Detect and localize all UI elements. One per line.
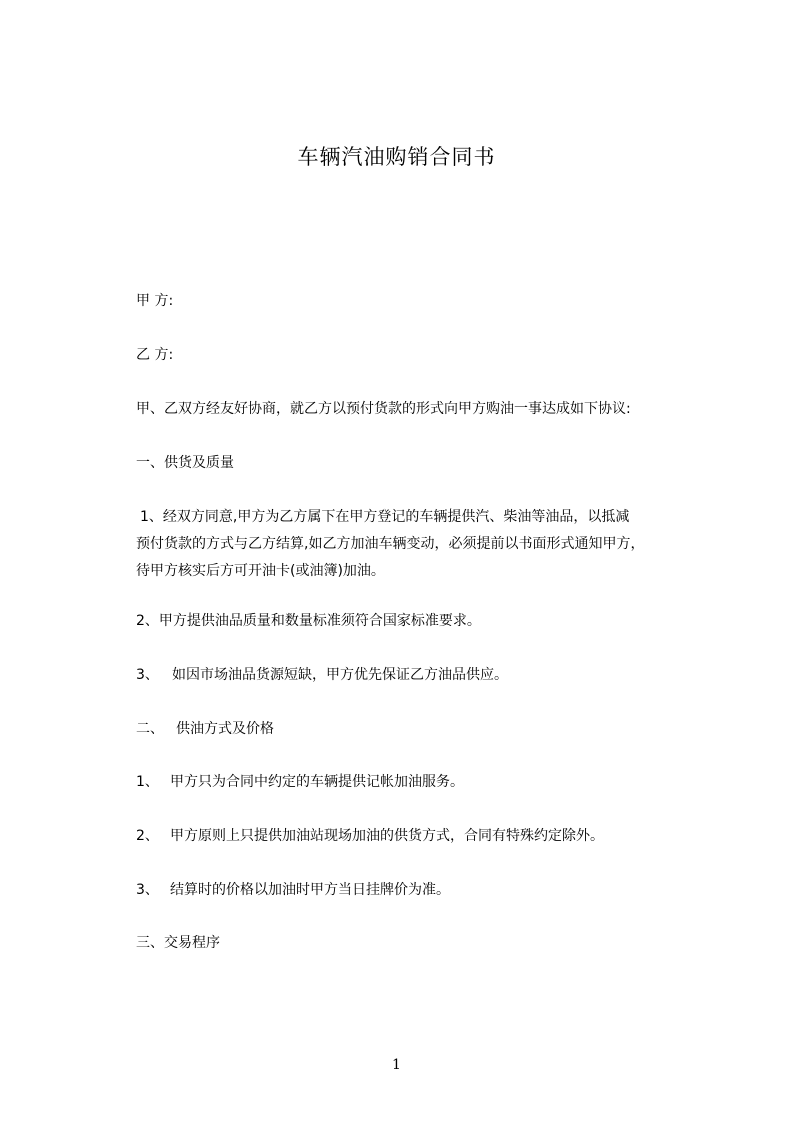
section-2-item-3-text: 结算时的价格以加油时甲方当日挂牌价为准。 — [170, 882, 450, 898]
intro-paragraph: 甲、乙双方经友好协商，就乙方以预付货款的形式向甲方购油一事达成如下协议: — [136, 401, 631, 417]
party-a-label: 甲 方: — [136, 293, 174, 309]
section-3-heading: 三、交易程序 — [136, 935, 220, 951]
section-1-heading: 一、供货及质量 — [136, 455, 234, 471]
section-1-item-2: 2、甲方提供油品质量和数量标准须符合国家标准要求。 — [136, 613, 481, 629]
section-2-item-2-text: 甲方原则上只提供加油站现场加油的供货方式，合同有特殊约定除外。 — [170, 828, 604, 844]
section-1-item-1-line-1: 1、经双方同意,甲方为乙方属下在甲方登记的车辆提供汽、柴油等油品，以抵减 — [140, 509, 630, 525]
section-2-item-1-number: 1、 — [136, 774, 159, 790]
section-2-heading-number: 二、 — [136, 721, 164, 737]
section-2-heading-text: 供油方式及价格 — [176, 721, 274, 737]
section-1-item-3-number: 3、 — [136, 667, 159, 683]
section-1-item-1-line-2: 预付货款的方式与乙方结算,如乙方加油车辆变动，必须提前以书面形式通知甲方， — [136, 536, 645, 552]
section-2-item-3-number: 3、 — [136, 882, 159, 898]
section-1-item-3-text: 如因市场油品货源短缺，甲方优先保证乙方油品供应。 — [172, 667, 508, 683]
section-1-item-1-line-3: 待甲方核实后方可开油卡(或油簿)加油。 — [136, 563, 385, 579]
document-title: 车辆汽油购销合同书 — [297, 145, 496, 169]
party-b-label: 乙 方: — [136, 347, 174, 363]
section-2-item-1-text: 甲方只为合同中约定的车辆提供记帐加油服务。 — [170, 774, 464, 790]
section-2-item-2-number: 2、 — [136, 828, 159, 844]
page-number: 1 — [392, 1057, 401, 1073]
